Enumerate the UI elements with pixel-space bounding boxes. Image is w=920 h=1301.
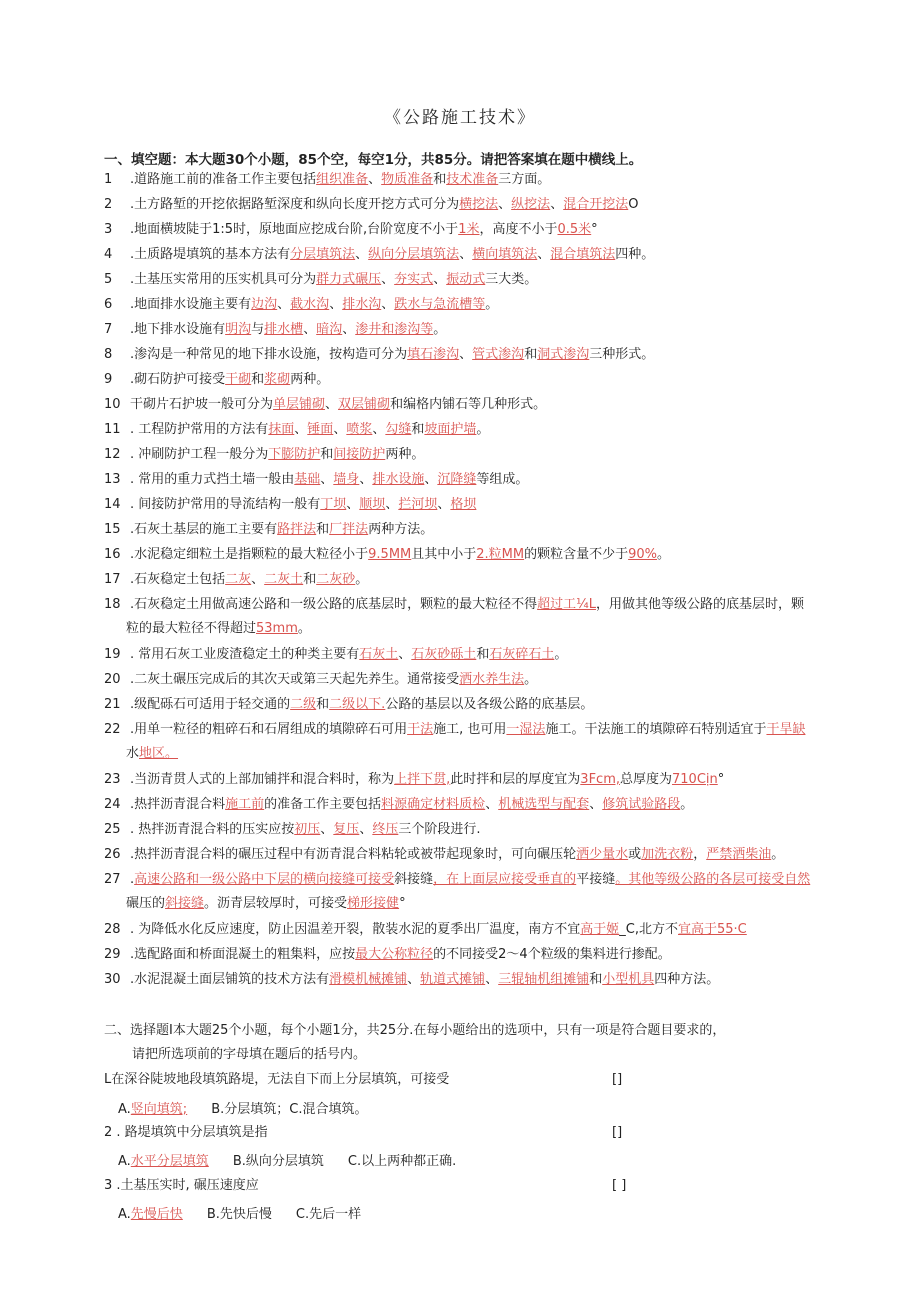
question-number: 14 [104, 497, 121, 512]
question-text: 、 [437, 497, 451, 512]
question-text: 总厚度为 [620, 772, 673, 787]
question-number: 8 [104, 347, 113, 362]
question-19 [104, 647, 820, 663]
answer-text: 填石渗沟 [407, 347, 460, 362]
answer-text: 二级 [290, 697, 317, 712]
answer-text: 排水槽 [264, 322, 304, 337]
answer-text: 抹面 [268, 422, 295, 437]
question-text: 、 [550, 197, 564, 212]
answer-text: 丁坝 [320, 497, 347, 512]
question-text: 三个阶段进行. [398, 822, 481, 837]
question-number: 17 [104, 572, 121, 587]
question-text: 、 [372, 422, 386, 437]
question-text: 。 [657, 547, 671, 562]
answer-text: 宜高于55·C [678, 922, 747, 937]
answer-text: 2.粒MM [476, 547, 525, 562]
answer-text: 横挖法 [459, 197, 499, 212]
question-text: 且其中小于 [411, 547, 477, 562]
question-text: 、 [320, 822, 334, 837]
question-text: . [130, 872, 135, 887]
answer-text: 截水沟 [290, 297, 330, 312]
answer-text: 小型机具 [602, 972, 655, 987]
question-text: 。 [485, 297, 499, 312]
question-number: 1 [104, 172, 113, 187]
question-text: 和编格内铺石等几种形式。 [390, 397, 547, 412]
question-8 [104, 347, 820, 363]
question-4 [104, 247, 820, 263]
question-text: ， [693, 847, 707, 862]
question-text: ° [399, 896, 406, 911]
question-number: 2 [104, 197, 113, 212]
answer-text: 机械选型与配套 [498, 797, 590, 812]
answer-text: 石灰土 [359, 647, 399, 662]
question-continuation [126, 896, 820, 912]
option-text: C.以上两种都正确. [347, 1154, 457, 1169]
question-text: 两种方法。 [368, 522, 434, 537]
question-25 [104, 822, 820, 838]
question-text: 、 [407, 972, 421, 987]
answer-text: ，在上面层应接受垂直的 [433, 872, 577, 887]
answer-text: 厂拌法 [329, 522, 369, 537]
answer-text: 组织准备 [316, 172, 369, 187]
answer-text: 加洗衣粉 [641, 847, 694, 862]
question-text: . 常用的重力式挡土墙一般由 [130, 472, 295, 487]
question-text: 。 [433, 322, 447, 337]
question-23 [104, 772, 820, 788]
option-text: A. [118, 1207, 131, 1222]
answer-text: 710Cịn [672, 772, 718, 787]
question-text: . 间接防护常用的导流结构一般有 [130, 497, 321, 512]
question-22 [104, 722, 820, 738]
answer-text: 夯实式 [394, 272, 434, 287]
question-text: 和 [524, 347, 538, 362]
answer-text: 沉降缝 [437, 472, 477, 487]
choice-question-stem: 2 . 路堤填筑中分层填筑是指 [104, 1125, 268, 1140]
question-text: 、 [342, 322, 356, 337]
question-text: 、 [329, 297, 343, 312]
question-text: .级配砾石可适用于轻交通的 [130, 697, 291, 712]
answer-text: 二灰砂 [316, 572, 356, 587]
question-number: 9 [104, 372, 113, 387]
question-text: .砌石防护可接受 [130, 372, 226, 387]
question-text: .水泥混凝土面层铺筑的技术方法有 [130, 972, 330, 987]
question-text: .热拌沥青混合料 [130, 797, 226, 812]
answer-text: 勾缝 [385, 422, 412, 437]
question-text: 、 [485, 972, 499, 987]
question-text: .石灰稳定土用做高速公路和一级公路的底基层时，颗粒的最大粒径不得 [130, 597, 538, 612]
choice-options [118, 1150, 456, 1169]
question-24 [104, 797, 820, 813]
question-1 [104, 172, 820, 188]
question-text: 、 [498, 197, 512, 212]
answer-text: 施工前 [225, 797, 265, 812]
answer-text: 90% [628, 547, 658, 562]
question-text: .土质路堤填筑的基本方法有 [130, 247, 291, 262]
question-15 [104, 522, 820, 538]
answer-text: 先慢后快 [130, 1207, 183, 1222]
page-title: 《公路施工技术》 [384, 108, 536, 128]
question-2 [104, 197, 820, 213]
question-number: 20 [104, 672, 121, 687]
answer-text: 混合填筑法 [550, 247, 616, 262]
answer-text: 高于姬 [580, 922, 620, 937]
answer-text: 三辊轴机组摊铺 [498, 972, 590, 987]
question-text: .热拌沥青混合料的碾压过程中有沥青混合料粘轮或被带起现象时，可向碾压轮 [130, 847, 577, 862]
answer-text: 格坝 [450, 497, 477, 512]
question-text: 、 [459, 347, 473, 362]
answer-text: 路拌法 [277, 522, 317, 537]
answer-text: 竖向填筑; [130, 1102, 188, 1117]
option-text: B.分层填筑；C.混合填筑。 [211, 1102, 368, 1117]
question-text: .二灰土碾压完成后的其次天或第三天起先养生。通常接受 [130, 672, 460, 687]
question-text: .地面排水设施主要有 [130, 297, 252, 312]
question-text: .土方路堑的开挖依据路堑深度和纵向长度开挖方式可分为 [130, 197, 460, 212]
question-text: 斜接缝 [394, 872, 434, 887]
question-text: ° [717, 772, 725, 787]
question-12 [104, 447, 820, 463]
option-text: B.纵向分层填筑 [232, 1154, 324, 1169]
question-number: 30 [104, 972, 121, 987]
question-number: 22 [104, 722, 121, 737]
question-text: 、 [398, 647, 412, 662]
question-text: .石灰稳定土包括 [130, 572, 226, 587]
answer-bracket: [] [612, 1125, 623, 1140]
question-number: 18 [104, 597, 121, 612]
question-text: 和 [320, 447, 334, 462]
section-2-heading: 二、选择题I本大题25个小题，每个小题1分，共25分.在每小题给出的选项中，只有一项是符合题目要求的， [104, 1023, 726, 1038]
question-text: 、 [589, 797, 603, 812]
question-text: 。 [297, 621, 311, 636]
question-text: 、 [325, 397, 339, 412]
answer-text: 石灰碎石土 [489, 647, 555, 662]
answer-text: 喷浆 [346, 422, 373, 437]
question-text: 施工, 也可用 [433, 722, 507, 737]
question-text: 、 [485, 797, 499, 812]
question-text: 碾压的 [126, 896, 166, 911]
question-text: 三方面。 [498, 172, 551, 187]
question-text: 或 [628, 847, 642, 862]
question-13 [104, 472, 820, 488]
question-text: 三种形式。 [589, 347, 655, 362]
answer-text: 群力式碾压 [316, 272, 382, 287]
question-6 [104, 297, 820, 313]
question-number: 3 [104, 222, 113, 237]
question-number: 12 [104, 447, 121, 462]
question-text: .水泥稳定细粒土是指颗粒的最大粒径小于 [130, 547, 369, 562]
answer-text: 高速公路和一级公路中下层的横向接缝可接受 [134, 872, 395, 887]
answer-text: 初压 [294, 822, 321, 837]
question-text: 平接缝 [576, 872, 616, 887]
answer-text: 9.5MM [368, 547, 412, 562]
question-text: .当沥青贯人式的上部加铺拌和混合料时，称为 [130, 772, 395, 787]
answer-text: 洞式渗沟 [537, 347, 590, 362]
option-text: C.先后一样 [295, 1207, 362, 1222]
question-text: 、 [459, 247, 473, 262]
question-text: 与 [251, 322, 265, 337]
question-text: 两种。 [290, 372, 330, 387]
option-text: B.先快后慢 [206, 1207, 272, 1222]
question-5 [104, 272, 820, 288]
answer-text: 排水沟 [342, 297, 382, 312]
question-text: 两种。 [385, 447, 425, 462]
question-14 [104, 497, 820, 513]
question-text: 、 [381, 297, 395, 312]
question-number: 10 [104, 397, 121, 412]
question-continuation [126, 746, 820, 762]
answer-text: 3Fcm, [580, 772, 620, 787]
answer-text: 二级以下. [329, 697, 386, 712]
question-number: 6 [104, 297, 113, 312]
question-text: . 为降低水化反应速度，防止因温差开裂，散装水泥的夏季出厂温度，南方不宜 [130, 922, 581, 937]
question-3 [104, 222, 820, 238]
answer-text: 二灰 [225, 572, 252, 587]
question-number: 28 [104, 922, 121, 937]
answer-text: 干法 [407, 722, 434, 737]
answer-text: 混合开挖法 [563, 197, 629, 212]
question-continuation [126, 621, 820, 637]
answer-text: 斜接缝 [165, 896, 205, 911]
answer-text: 分层填筑法 [290, 247, 356, 262]
answer-text: 纵挖法 [511, 197, 551, 212]
question-text: 、 [320, 472, 334, 487]
answer-text: 墙身 [333, 472, 360, 487]
question-text: 、 [294, 422, 308, 437]
answer-text: 最大公称粒径 [355, 947, 434, 962]
question-text: .选配路面和桥面混凝土的粗集料，应按 [130, 947, 356, 962]
answer-text: 一湿法 [506, 722, 546, 737]
question-text: . 常用石灰工业废渣稳定土的种类主要有 [130, 647, 360, 662]
question-text: 公路的基层以及各级公路的底基层。 [385, 697, 594, 712]
question-29 [104, 947, 820, 963]
question-text: .土基压实常用的压实机具可分为 [130, 272, 317, 287]
question-27 [104, 872, 820, 888]
answer-text: 上拌下贯, [394, 772, 451, 787]
answer-bracket: [ ] [612, 1178, 627, 1193]
question-text: ° [591, 222, 598, 237]
question-text: 和 [433, 172, 447, 187]
answer-text: 53mm [256, 621, 298, 636]
question-30 [104, 972, 820, 988]
question-number: 19 [104, 647, 121, 662]
answer-text: 修筑试验路段 [602, 797, 681, 812]
question-text: 的准备工作主要包括 [264, 797, 382, 812]
question-text: 的不同接受2〜4个粒级的集料进行掺配。 [433, 947, 671, 962]
choice-options [118, 1203, 361, 1222]
answer-text: 排水设施 [372, 472, 425, 487]
question-11 [104, 422, 820, 438]
question-number: 29 [104, 947, 121, 962]
question-number: 13 [104, 472, 121, 487]
question-text: 和 [316, 522, 330, 537]
answer-text: 顺坝 [359, 497, 386, 512]
question-text: 。 [524, 672, 538, 687]
question-text: 、 [385, 497, 399, 512]
question-text: 、 [333, 422, 347, 437]
question-16 [104, 547, 820, 563]
question-text: 、 [359, 822, 373, 837]
section-1-heading: 一、填空题：本大题30个小题，85个空，每空1分，共85分。请把答案填在题中横线上。 [104, 152, 643, 168]
answer-text: 间接防护 [333, 447, 386, 462]
question-text: 施工。干法施工的填隙碎石特别适宜于 [545, 722, 767, 737]
question-text: .道路施工前的准备工作主要包括 [130, 172, 317, 187]
answer-text: 洒水养生法 [459, 672, 525, 687]
question-10 [104, 397, 820, 413]
question-text: 四种方法。 [654, 972, 720, 987]
question-text: 和 [303, 572, 317, 587]
question-text: 、 [381, 272, 395, 287]
question-number: 4 [104, 247, 113, 262]
question-number: 16 [104, 547, 121, 562]
question-text: 、 [277, 297, 291, 312]
question-number: 27 [104, 872, 121, 887]
question-text: .地下排水设施有 [130, 322, 226, 337]
answer-text: 。其他等级公路的各层可接受自然 [615, 872, 811, 887]
answer-text: 水平分层填筑 [130, 1154, 209, 1169]
section-2-instruction: 请把所选项前的字母填在题后的括号内。 [132, 1047, 367, 1062]
answer-text: 拦河坝 [398, 497, 438, 512]
answer-text: 暗沟 [316, 322, 343, 337]
option-text: A. [118, 1154, 131, 1169]
answer-text: 地区。 [139, 746, 179, 761]
question-text: 、 [251, 572, 265, 587]
question-text: 和 [316, 697, 330, 712]
answer-text: 二灰土 [264, 572, 304, 587]
question-text: 、 [355, 247, 369, 262]
answer-text: 单层铺砌 [273, 397, 326, 412]
question-text: 、 [346, 497, 360, 512]
question-number: 25 [104, 822, 121, 837]
question-number: 7 [104, 322, 113, 337]
question-number: 11 [104, 422, 121, 437]
answer-text: 下膨防护 [268, 447, 321, 462]
question-text: 。 [680, 797, 694, 812]
question-number: 5 [104, 272, 113, 287]
answer-text: 横向填筑法 [472, 247, 538, 262]
question-text: 三大类。 [485, 272, 538, 287]
question-text: 、 [368, 172, 382, 187]
question-text: 。 [554, 647, 568, 662]
answer-text: 基础 [294, 472, 321, 487]
question-17 [104, 572, 820, 588]
option-text: A. [118, 1102, 131, 1117]
answer-text: 物质准备 [381, 172, 434, 187]
answer-text: 明沟 [225, 322, 252, 337]
question-text: 。 [771, 847, 785, 862]
question-7 [104, 322, 820, 338]
answer-text: 浆砌 [264, 372, 291, 387]
question-text: O [628, 197, 639, 212]
answer-text: 边沟 [251, 297, 278, 312]
question-number: 21 [104, 697, 121, 712]
question-text: . 热拌沥青混合料的压实应按 [130, 822, 295, 837]
answer-text: 振动式 [446, 272, 486, 287]
answer-text: 终压 [372, 822, 399, 837]
answer-text: 1米 [458, 222, 480, 237]
answer-text: 锤面 [307, 422, 334, 437]
answer-text: 管式渗沟 [472, 347, 525, 362]
question-20 [104, 672, 820, 688]
question-text: 、 [433, 272, 447, 287]
question-text: 水 [126, 746, 140, 761]
question-number: 24 [104, 797, 121, 812]
question-text: 此时拌和层的厚度宜为 [450, 772, 581, 787]
answer-text: 滑模机械摊铺 [329, 972, 408, 987]
question-text: 和 [251, 372, 265, 387]
answer-text: 技术准备 [446, 172, 499, 187]
question-9 [104, 372, 820, 388]
question-text: 和 [476, 647, 490, 662]
choice-options [118, 1098, 367, 1117]
question-text: 等组成。 [476, 472, 529, 487]
question-text: .石灰土基层的施工主要有 [130, 522, 278, 537]
answer-text: 纵向分层填筑法 [368, 247, 460, 262]
question-text: 、 [424, 472, 438, 487]
question-text: 、 [303, 322, 317, 337]
question-text: 四种。 [615, 247, 655, 262]
question-18 [104, 597, 820, 613]
answer-text: 坡面护墙 [424, 422, 477, 437]
answer-text: 梯形接健 [347, 896, 400, 911]
answer-text: 超过工¼L [537, 597, 596, 612]
question-text: ，用做其他等级公路的底基层时，颗 [595, 597, 804, 612]
question-text: 、 [359, 472, 373, 487]
question-number: 23 [104, 772, 121, 787]
answer-text: 轨道式摊铺 [420, 972, 486, 987]
question-text: 。 [476, 422, 490, 437]
question-text: . 冲刷防护工程一般分为 [130, 447, 269, 462]
choice-question-stem: L在深谷陡坡地段填筑路堤，无法自下而上分层填筑，可接受 [104, 1072, 450, 1087]
answer-text: 跌水与急流槽等 [394, 297, 486, 312]
question-26 [104, 847, 820, 863]
question-text: .用单一粒径的粗碎石和石屑组成的填隙碎石可用 [130, 722, 408, 737]
answer-text: 料源确定材料质检 [381, 797, 486, 812]
question-text: . 工程防护常用的方法有 [130, 422, 269, 437]
question-text: 和 [411, 422, 425, 437]
answer-bracket: [] [612, 1072, 623, 1087]
question-text: .渗沟是一种常见的地下排水设施，按构造可分为 [130, 347, 408, 362]
answer-text: 双层铺砌 [338, 397, 391, 412]
answer-text: 干旱缺 [766, 722, 806, 737]
answer-text: 复压 [333, 822, 360, 837]
answer-text: 干砌 [225, 372, 252, 387]
question-text: ，高度不小于 [479, 222, 558, 237]
choice-question-stem: 3 .土基压实时, 碾压速度应 [104, 1178, 259, 1193]
question-text: 和 [589, 972, 603, 987]
question-21 [104, 697, 820, 713]
question-text: 的颗粒含量不少于 [524, 547, 629, 562]
question-number: 15 [104, 522, 121, 537]
question-text: _C,北方不 [619, 922, 678, 937]
question-28 [104, 922, 820, 938]
question-text: 干砌片石护坡一般可分为 [130, 397, 274, 412]
answer-text: 洒少量水 [576, 847, 629, 862]
answer-text: 石灰砂砾土 [411, 647, 477, 662]
question-text: 。沥青层较厚时，可接受 [204, 896, 348, 911]
question-text: 粒的最大粒径不得超过 [126, 621, 257, 636]
answer-text: 严禁洒柴油 [706, 847, 772, 862]
answer-text: 渗井和渗沟等 [355, 322, 434, 337]
question-number: 26 [104, 847, 121, 862]
question-text: .地面横坡陡于1:5时，原地面应挖成台阶,台阶宽度不小于 [130, 222, 459, 237]
question-text: 、 [537, 247, 551, 262]
answer-text: 0.5米 [557, 222, 592, 237]
question-text: 。 [355, 572, 369, 587]
